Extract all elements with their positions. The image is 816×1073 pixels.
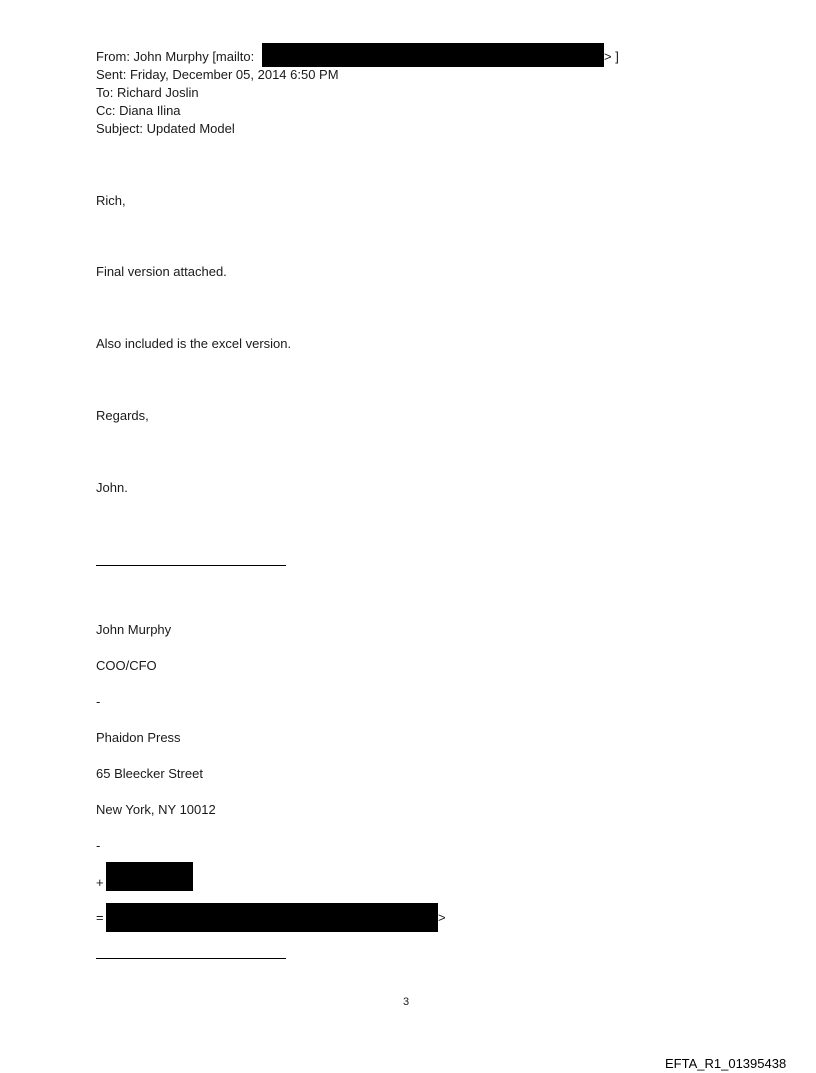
redaction-email-from — [262, 43, 604, 67]
signature-name: John Murphy — [96, 622, 172, 637]
signature-divider-top — [96, 565, 286, 566]
signature-dash-1: - — [96, 694, 101, 709]
signature-company: Phaidon Press — [96, 730, 181, 745]
redaction-phone — [106, 862, 193, 891]
phone-prefix: + — [96, 875, 104, 890]
signature-street: 65 Bleecker Street — [96, 766, 203, 781]
signoff: John. — [96, 480, 128, 495]
email-prefix: = — [96, 910, 104, 925]
signature-title: COO/CFO — [96, 658, 157, 673]
subject-line: Subject: Updated Model — [96, 121, 235, 136]
to-line: To: Richard Joslin — [96, 85, 199, 100]
email-suffix: > — [438, 910, 446, 925]
body-line-1: Final version attached. — [96, 264, 227, 279]
from-prefix: From: John Murphy [mailto: — [96, 49, 255, 64]
greeting: Rich, — [96, 193, 126, 208]
page-number: 3 — [403, 996, 410, 1008]
from-suffix: > ] — [604, 49, 619, 64]
cc-line: Cc: Diana Ilina — [96, 103, 181, 118]
document-id: EFTA_R1_01395438 — [665, 1056, 787, 1071]
signature-city: New York, NY 10012 — [96, 802, 216, 817]
sent-line: Sent: Friday, December 05, 2014 6:50 PM — [96, 67, 339, 82]
body-line-2: Also included is the excel version. — [96, 336, 292, 351]
redaction-email-signature — [106, 903, 438, 932]
signature-divider-bottom — [96, 958, 286, 959]
closing: Regards, — [96, 408, 149, 423]
from-line — [96, 49, 254, 65]
signature-dash-2: - — [96, 838, 101, 853]
